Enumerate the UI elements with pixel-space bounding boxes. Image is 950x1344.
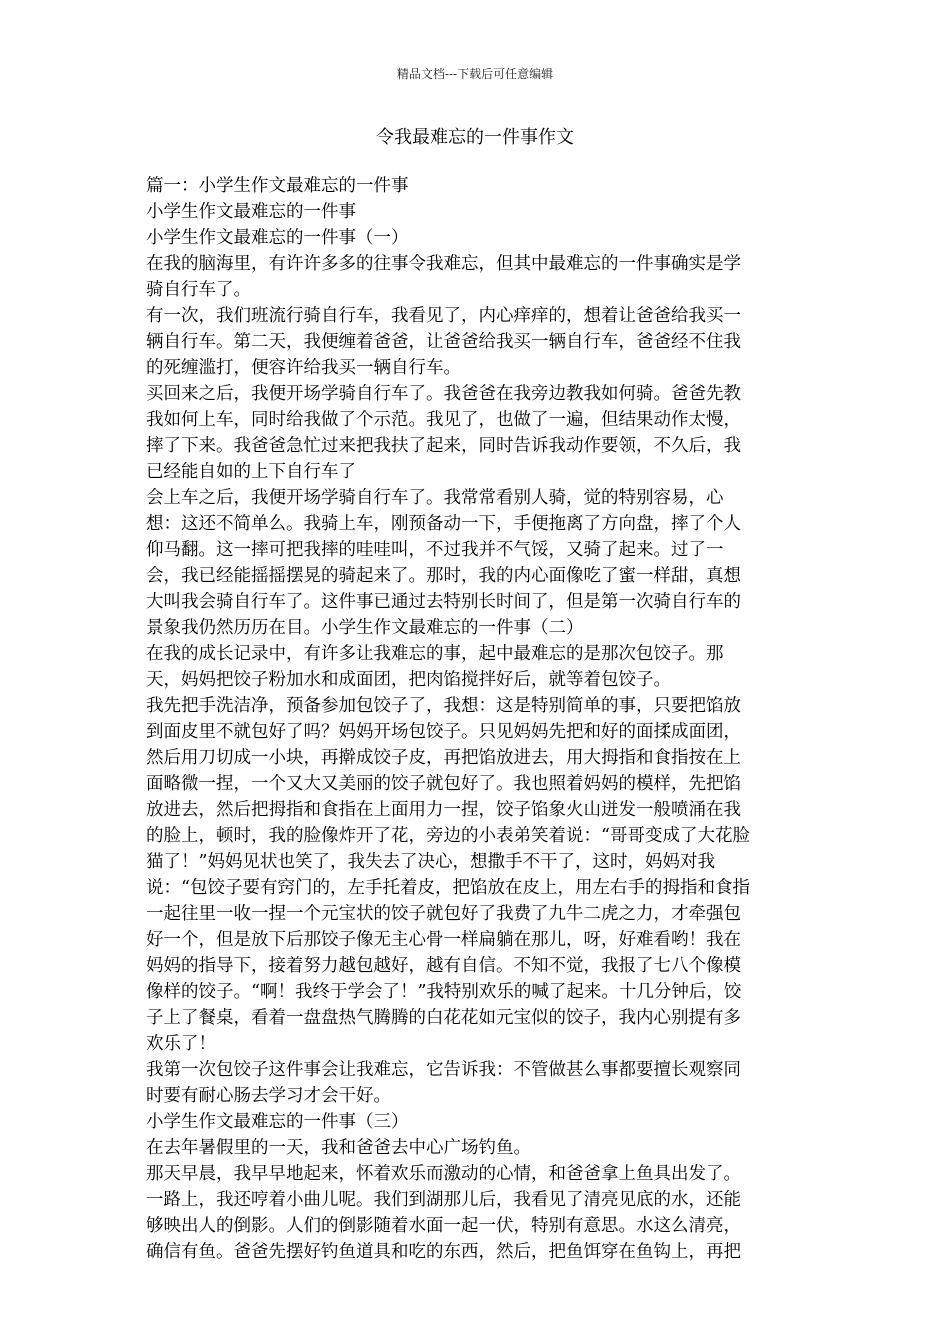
text-line: 天，妈妈把饺子粉加水和成面团，把肉馅搅拌好后，就等着包饺子。	[146, 670, 671, 690]
document-title: 令我最难忘的一件事作文	[376, 127, 574, 148]
text-line: 在我的脑海里，有许许多多的往事令我难忘，但其中最难忘的一件事确实是学	[146, 254, 741, 274]
text-line: 说：“包饺子要有窍门的，左手托着皮，把馅放在皮上，用左右手的拇指和食指	[146, 878, 750, 898]
text-line: 会，我已经能摇摇摆晃的骑起来了。那时，我的内心面像吃了蜜一样甜，真想	[146, 566, 741, 586]
text-line: 面略微一捏，一个又大又美丽的饺子就包好了。我也照着妈妈的模样，先把馅	[146, 774, 741, 794]
document-body	[146, 173, 808, 1265]
text-line: 我先把手洗洁净，预备参加包饺子了，我想：这是特别简单的事，只要把馅放	[146, 696, 741, 716]
text-line: 像样的饺子。“啊！我终于学会了！”我特别欢乐的喊了起来。十几分钟后，饺	[146, 982, 742, 1002]
text-line: 到面皮里不就包好了吗？妈妈开场包饺子。只见妈妈先把和好的面揉成面团，	[146, 722, 741, 742]
text-line: 时要有耐心肠去学习才会干好。	[146, 1086, 391, 1106]
text-line: 篇一：小学生作文最难忘的一件事	[146, 176, 409, 196]
text-line: 一起往里一收一捏一个元宝状的饺子就包好了我费了九牛二虎之力，才牵强包	[146, 904, 741, 924]
text-line: 景象我仍然历历在目。小学生作文最难忘的一件事（二）	[146, 618, 584, 638]
text-line: 放进去，然后把拇指和食指在上面用力一捏，饺子馅象火山迸发一般喷涌在我	[146, 800, 741, 820]
text-line: 然后用刀切成一小块，再擀成饺子皮，再把馅放进去，用大拇指和食指按在上	[146, 748, 741, 768]
text-line: 仰马翻。这一摔可把我摔的哇哇叫，不过我并不气馁，又骑了起来。过了一	[146, 540, 724, 560]
text-line: 骑自行车了。	[146, 280, 251, 300]
text-line: 我第一次包饺子这件事会让我难忘，它告诉我：不管做甚么事都要擅长观察同	[146, 1060, 741, 1080]
text-line: 大叫我会骑自行车了。这件事已通过去特别长时间了，但是第一次骑自行车的	[146, 592, 741, 612]
text-line: 小学生作文最难忘的一件事（一）	[146, 228, 409, 248]
page-header: 精品文档---下载后可任意编辑	[396, 67, 554, 81]
text-line: 会上车之后，我便开场学骑自行车了。我常常看别人骑，觉的特别容易，心	[146, 488, 724, 508]
text-line: 小学生作文最难忘的一件事	[146, 202, 356, 222]
text-line: 欢乐了！	[146, 1034, 216, 1054]
text-line: 的死缠滥打，便容许给我买一辆自行车。	[146, 358, 461, 378]
text-line: 够映出人的倒影。人们的倒影随着水面一起一伏，特别有意思。水这么清亮，	[146, 1216, 741, 1236]
text-line: 在我的成长记录中，有许多让我难忘的事，起中最难忘的是那次包饺子。那	[146, 644, 724, 664]
text-line: 好一个，但是放下后那饺子像无主心骨一样扁躺在那儿，呀，好难看哟！我在	[146, 930, 741, 950]
text-line: 在去年暑假里的一天，我和爸爸去中心广场钓鱼。	[146, 1138, 531, 1158]
text-line: 想：这还不简单么。我骑上车，刚预备动一下，手便拖离了方向盘，摔了个人	[146, 514, 741, 534]
text-line: 那天早晨，我早早地起来，怀着欢乐而激动的心情，和爸爸拿上鱼具出发了。	[146, 1164, 741, 1184]
text-line: 有一次，我们班流行骑自行车，我看见了，内心痒痒的，想着让爸爸给我买一	[146, 306, 741, 326]
text-line: 小学生作文最难忘的一件事（三）	[146, 1112, 409, 1132]
text-line: 已经能自如的上下自行车了	[146, 462, 356, 482]
text-line: 确信有鱼。爸爸先摆好钓鱼道具和吃的东西，然后，把鱼饵穿在鱼钩上，再把	[146, 1242, 741, 1262]
text-line: 猫了！”妈妈见状也笑了，我失去了决心，想撒手不干了，这时，妈妈对我	[146, 852, 715, 872]
text-line: 买回来之后，我便开场学骑自行车了。我爸爸在我旁边教我如何骑。爸爸先教	[146, 384, 741, 404]
text-line: 我如何上车，同时给我做了个示范。我见了，也做了一遍，但结果动作太慢，	[146, 410, 741, 430]
text-line: 摔了下来。我爸爸急忙过来把我扶了起来，同时告诉我动作要领，不久后，我	[146, 436, 741, 456]
text-line: 子上了餐桌，看着一盘盘热气腾腾的白花花如元宝似的饺子，我内心别提有多	[146, 1008, 741, 1028]
text-line: 的脸上，顿时，我的脸像炸开了花，旁边的小表弟笑着说：“哥哥变成了大花脸	[146, 826, 750, 846]
text-line: 妈妈的指导下，接着努力越包越好，越有自信。不知不觉，我报了七八个像模	[146, 956, 741, 976]
text-line: 一路上，我还哼着小曲儿呢。我们到湖那儿后，我看见了清亮见底的水，还能	[146, 1190, 741, 1210]
text-line: 辆自行车。第二天，我便缠着爸爸，让爸爸给我买一辆自行车，爸爸经不住我	[146, 332, 741, 352]
